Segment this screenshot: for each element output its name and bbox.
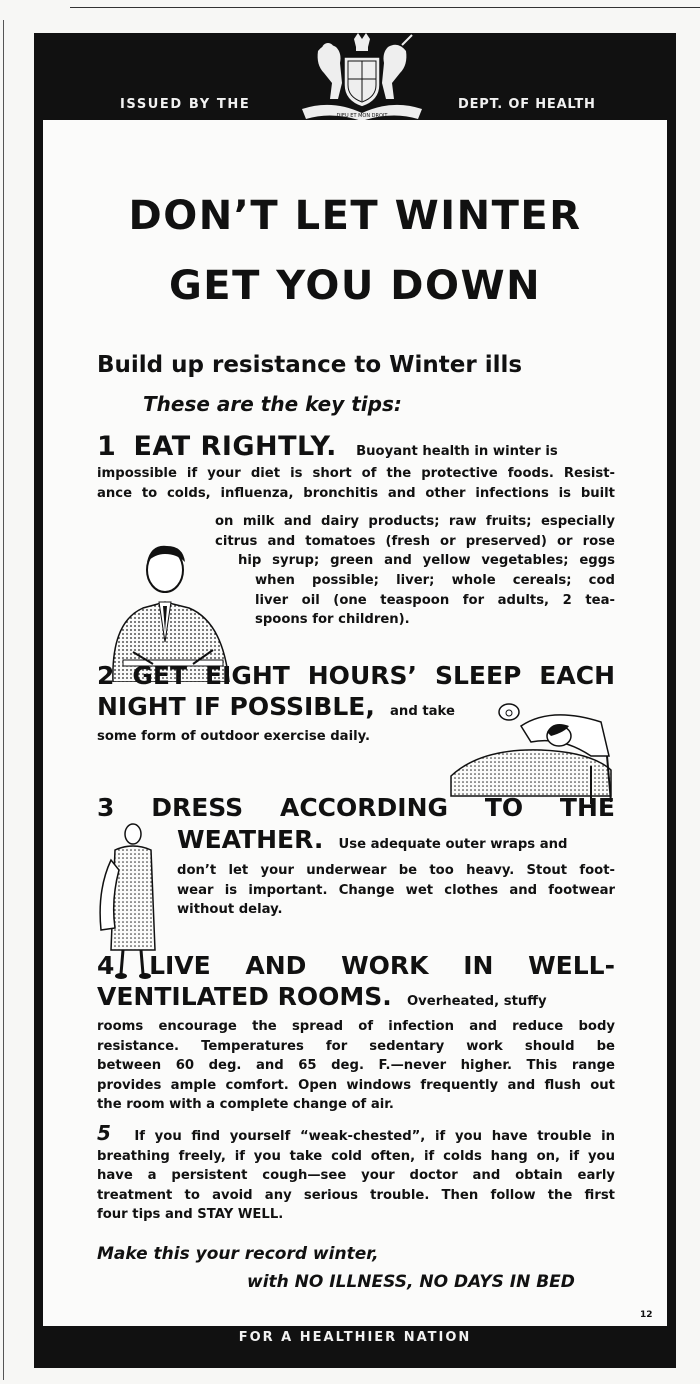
tip-1-line-1: Buoyant health in winter is	[356, 444, 558, 459]
tip-4-line-1: Overheated, stuffy	[406, 994, 547, 1009]
tip-1-title: EAT RIGHTLY.	[133, 431, 337, 462]
tip-3-title-line-1: 3 DRESS ACCORDING TO THE	[97, 793, 615, 822]
tip-5	[97, 1121, 615, 1225]
tip-2-title-line-1: 2 GET EIGHT HOURS’ SLEEP EACH	[97, 661, 615, 690]
issued-by-label: ISSUED BY THE	[120, 97, 251, 112]
tip-3-line-3: wear is important. Change wet clothes and footwear	[177, 882, 615, 898]
closing-line-2: with NO ILLNESS, NO DAYS IN BED	[247, 1272, 575, 1292]
tip-3-continued	[177, 824, 615, 920]
dept-of-health-label: DEPT. OF HEALTH	[458, 97, 596, 112]
royal-coat-of-arms-icon	[282, 33, 442, 121]
tip-1-number: 1	[97, 431, 117, 462]
poster-frame	[34, 33, 676, 1368]
tip-3-line-1: Use adequate outer wraps and	[338, 837, 568, 852]
tip-3	[97, 792, 615, 823]
tip-4-title-line-2: VENTILATED ROOMS.	[97, 982, 392, 1011]
tip-1-line-5: citrus and tomatoes (fresh or preserved) or rose	[215, 533, 615, 549]
tip-4-line-3: resistance. Temperatures for sedentary work should be	[97, 1038, 615, 1054]
tip-1-line-8: liver oil (one teaspoon for adults, 2 tea-	[255, 592, 615, 608]
page-mark: 12	[640, 1310, 653, 1320]
subheading: Build up resistance to Winter ills	[97, 352, 523, 378]
tip-3-line-2: don’t let your underwear be too heavy. Stout foot-	[177, 863, 615, 878]
tip-5-line-2: breathing freely, if you take cold often, if colds hang on, if you	[97, 1148, 615, 1164]
tip-4-line-4: between 60 deg. and 65 deg. F.—never higher. This range	[97, 1058, 615, 1074]
tip-1-line-4: on milk and dairy products; raw fruits; especially	[215, 514, 615, 529]
headline-line-2: GET YOU DOWN	[168, 263, 542, 309]
tip-4	[97, 950, 615, 1115]
tip-2-title-line-2: NIGHT IF POSSIBLE,	[97, 692, 375, 721]
tip-2-line-3: some form of outdoor exercise daily.	[97, 729, 371, 744]
tip-4-title-line-1: 4 LIVE AND WORK IN WELL-	[97, 951, 615, 980]
tip-3-line-4: without delay.	[177, 902, 283, 918]
tip-3-title-line-2: WEATHER.	[177, 825, 324, 854]
tip-2-tail: and take	[390, 704, 455, 719]
tip-5-line-5: four tips and STAY WELL.	[97, 1207, 284, 1223]
closing-line-1: Make this your record winter,	[97, 1244, 379, 1264]
key-tips-label: These are the key tips:	[143, 392, 402, 416]
tip-5-line-4: treatment to avoid any serious trouble. Then follow the first	[97, 1187, 615, 1203]
tip-1-continued-b	[238, 551, 615, 571]
svg-text:DIEU ET MON DROIT: DIEU ET MON DROIT	[336, 113, 388, 119]
tip-1-line-2: impossible if your diet is short of the protective foods. Resist-	[97, 466, 615, 481]
tip-5-number: 5	[97, 1121, 111, 1145]
tip-1-line-9: spoons for children).	[255, 612, 410, 628]
tip-5-line-3: have a persistent cough—see your doctor and obtain early	[97, 1168, 615, 1184]
sleeping-in-bed-illustration-icon	[441, 696, 621, 804]
poster-panel	[43, 120, 667, 1326]
tip-1	[97, 430, 615, 503]
tip-1-line-6: hip syrup; green and yellow vegetables; eggs	[238, 553, 615, 568]
tip-1-line-3: ance to colds, influenza, bronchitis and other infections is built	[97, 485, 615, 501]
tip-1-continued-c	[255, 571, 615, 630]
tip-1-line-7: when possible; liver; whole cereals; cod	[255, 573, 615, 588]
tip-4-line-5: provides ample comfort. Open windows frequently and flush out	[97, 1077, 615, 1093]
side-rule	[3, 20, 4, 1380]
tip-1-continued-a	[215, 512, 615, 551]
headline-line-1: DON’T LET WINTER	[128, 193, 582, 239]
tip-4-line-2: rooms encourage the spread of infection and reduce body	[97, 1019, 615, 1034]
top-rule	[70, 7, 700, 8]
footer-slogan: FOR A HEALTHIER NATION	[238, 1330, 472, 1345]
poster-header	[34, 33, 676, 118]
tip-5-line-1: If you find yourself “weak-chested”, if you have trouble in	[134, 1129, 615, 1144]
tip-4-line-6: the room with a complete change of air.	[97, 1097, 394, 1113]
